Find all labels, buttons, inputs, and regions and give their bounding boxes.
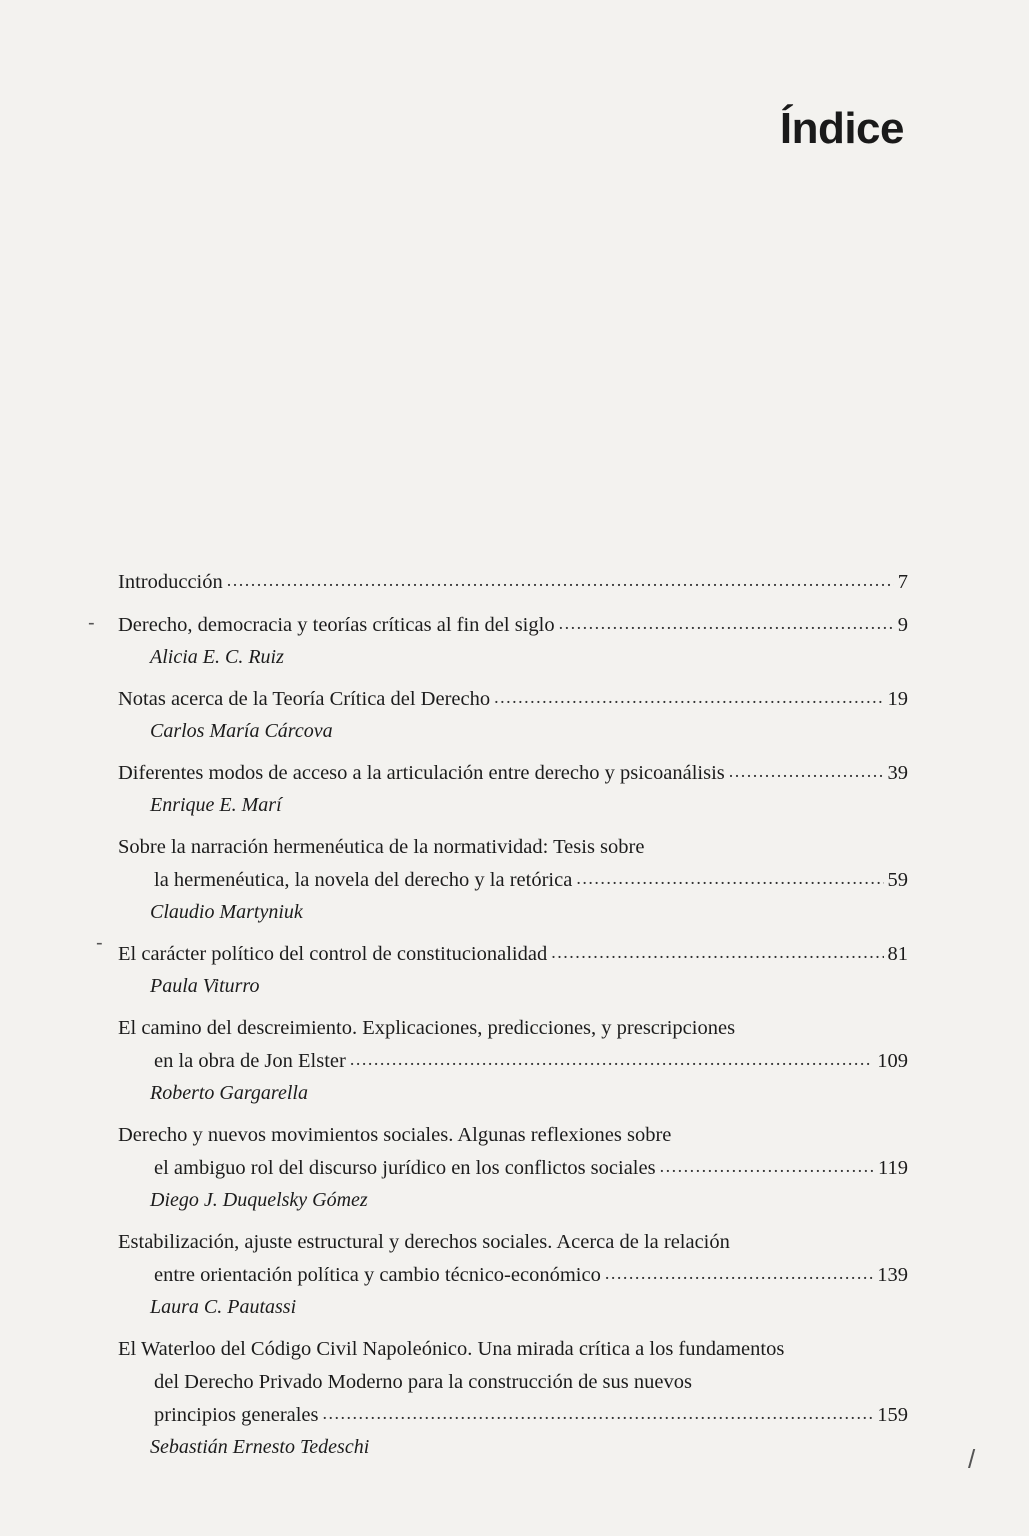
toc-page-number: 109 (877, 1050, 908, 1072)
toc-entry[interactable] (118, 683, 908, 747)
toc-page-number: 119 (878, 1157, 908, 1179)
toc-entry-row (118, 1045, 908, 1078)
dot-leader (660, 1150, 874, 1183)
toc-entry-author: Laura C. Pautassi (150, 1296, 297, 1318)
toc-page-number: 59 (887, 869, 908, 891)
toc-page-number: 139 (877, 1264, 908, 1286)
dot-leader (559, 607, 894, 640)
dot-leader (323, 1397, 874, 1430)
toc-entry-title: Notas acerca de la Teoría Crítica del Derecho (118, 688, 491, 710)
table-of-contents (118, 566, 908, 1473)
toc-entry-author: Sebastián Ernesto Tedeschi (150, 1436, 370, 1458)
toc-entry-row (118, 1152, 908, 1185)
toc-entry[interactable] (118, 757, 908, 821)
toc-entry-author: Carlos María Cárcova (150, 720, 333, 742)
toc-entry-title-line: El camino del descreimiento. Explicaciones, predicciones, y prescripciones (118, 1017, 736, 1039)
toc-entry-title: principios generales (154, 1404, 319, 1426)
toc-entry[interactable] (118, 938, 908, 1002)
toc-entry-title-line: Estabilización, ajuste estructural y derechos sociales. Acerca de la relación (118, 1231, 730, 1253)
toc-entry[interactable] (118, 831, 908, 928)
dot-leader (576, 862, 883, 895)
toc-entry-row (118, 1259, 908, 1292)
toc-page-number: 9 (897, 614, 908, 636)
toc-entry-title-line: Sobre la narración hermenéutica de la normatividad: Tesis sobre (118, 836, 645, 858)
dot-leader (227, 564, 894, 597)
toc-page-number: 19 (887, 688, 908, 710)
toc-entry-title: Derecho, democracia y teorías críticas al fin del siglo (118, 614, 555, 636)
toc-page-number: 81 (887, 943, 908, 965)
toc-entry-author: Enrique E. Marí (150, 794, 282, 816)
toc-entry[interactable] (118, 566, 908, 599)
toc-entry-title: Introducción (118, 571, 223, 593)
toc-entry-title-line: del Derecho Privado Moderno para la construcción de sus nuevos (154, 1371, 692, 1393)
toc-page-number: 159 (877, 1404, 908, 1426)
toc-entry[interactable] (118, 1333, 908, 1463)
dot-leader (605, 1257, 873, 1290)
dot-leader (729, 755, 884, 788)
dot-leader (494, 681, 883, 714)
toc-entry[interactable] (118, 1226, 908, 1323)
toc-entry-title-line: El Waterloo del Código Civil Napoleónico. Una mirada crítica a los fundamentos (118, 1338, 785, 1360)
toc-entry-author: Alicia E. C. Ruiz (150, 646, 284, 668)
toc-entry[interactable] (118, 1119, 908, 1216)
toc-entry-row (118, 566, 908, 599)
toc-entry-row (118, 938, 908, 971)
page-corner-mark: / (968, 1444, 976, 1474)
dot-leader (551, 936, 883, 969)
toc-entry-row (118, 757, 908, 790)
toc-entry-author: Roberto Gargarella (150, 1082, 308, 1104)
toc-entry-title: Diferentes modos de acceso a la articulación entre derecho y psicoanálisis (118, 762, 725, 784)
toc-entry-row (118, 683, 908, 716)
toc-entry[interactable] (118, 609, 908, 673)
margin-tick-mark: - (96, 932, 103, 954)
toc-entry-author: Paula Viturro (150, 975, 260, 997)
toc-entry-title: El carácter político del control de constitucionalidad (118, 943, 548, 965)
toc-entry-title: en la obra de Jon Elster (154, 1050, 346, 1072)
toc-entry-author: Claudio Martyniuk (150, 901, 303, 923)
toc-page-number: 7 (897, 571, 908, 593)
toc-page-number: 39 (887, 762, 908, 784)
toc-entry-row (118, 609, 908, 642)
toc-entry-row (118, 864, 908, 897)
toc-entry-title: entre orientación política y cambio técnico-económico (154, 1264, 601, 1286)
toc-entry-row (118, 1399, 908, 1432)
toc-entry-title: la hermenéutica, la novela del derecho y la retórica (154, 869, 573, 891)
toc-entry-title-line: Derecho y nuevos movimientos sociales. Algunas reflexiones sobre (118, 1124, 672, 1146)
toc-entry[interactable] (118, 1012, 908, 1109)
page-title: Índice (779, 104, 904, 153)
dot-leader (350, 1043, 873, 1076)
toc-entry-author: Diego J. Duquelsky Gómez (150, 1189, 368, 1211)
margin-tick-mark: - (88, 612, 95, 634)
toc-entry-title: el ambiguo rol del discurso jurídico en los conflictos sociales (154, 1157, 656, 1179)
